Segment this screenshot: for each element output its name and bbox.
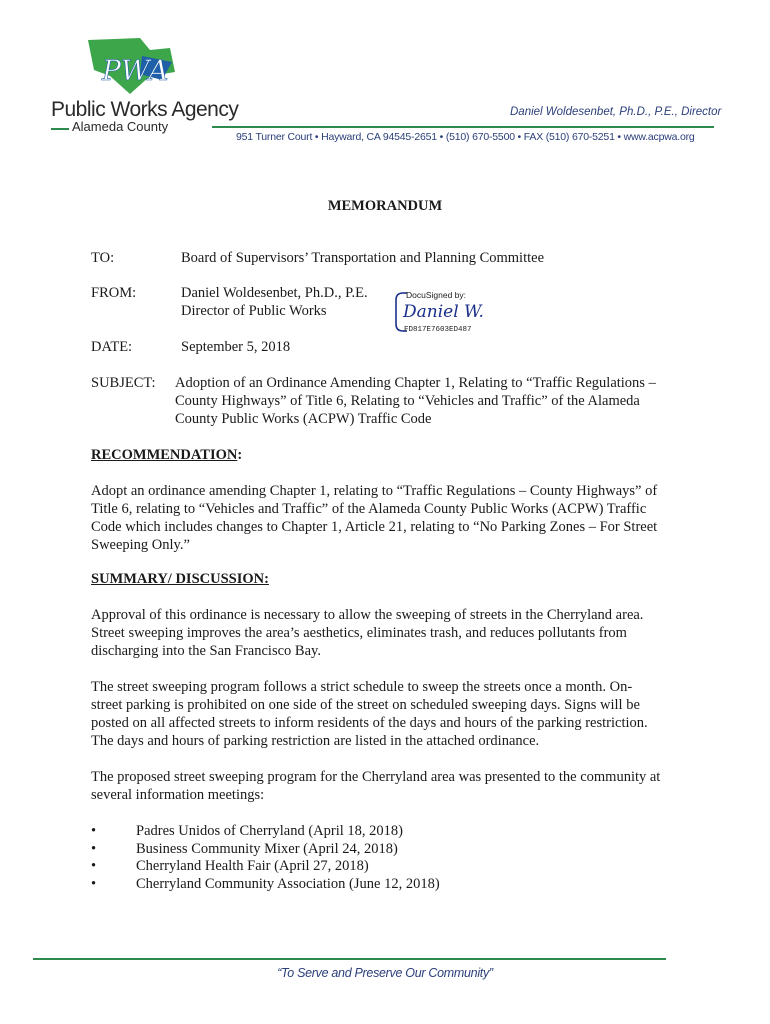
signature-script: Daniel W.: [403, 302, 484, 322]
paragraph-line: posted on all affected streets to inform residents of the days and hours of the parking restriction.: [91, 715, 648, 731]
to-label: TO:: [91, 250, 115, 266]
footer-motto: “To Serve and Preserve Our Community”: [277, 966, 493, 980]
recommendation-line: Title 6, relating to “Vehicles and Traffic” of the Alameda County Public Works (ACPW) Traffic: [91, 501, 647, 517]
paragraph-line: Approval of this ordinance is necessary to allow the sweeping of streets in the Cherryland area.: [91, 607, 644, 623]
svg-text:PWA: PWA: [102, 54, 169, 87]
list-item: Padres Unidos of Cherryland (April 18, 2018): [136, 823, 403, 839]
paragraph-line: street parking is prohibited on one side of the street on scheduled sweeping days. Signs will be: [91, 697, 640, 713]
bullet: •: [91, 841, 97, 857]
recommendation-line: Sweeping Only.”: [91, 537, 190, 553]
address-line: 951 Turner Court • Hayward, CA 94545-2651 • (510) 670-5500 • FAX (510) 670-5251 • www.acpwa.org: [236, 131, 695, 143]
paragraph-line: The proposed street sweeping program for the Cherryland area was presented to the community at: [91, 769, 661, 785]
paragraph-line: The days and hours of parking restriction are listed in the attached ordinance.: [91, 733, 540, 749]
bullet: •: [91, 876, 97, 892]
recommendation-heading-colon: :: [237, 447, 243, 463]
to-value: Board of Supervisors’ Transportation and Planning Committee: [181, 250, 545, 266]
subject-line-2: County Highways” of Title 6, Relating to “Vehicles and Traffic” of the Alameda: [175, 393, 640, 409]
summary-paragraph-2: [91, 678, 681, 750]
header-rule: [212, 126, 714, 128]
signature-envelope-id: FD817E7603ED487: [404, 326, 472, 334]
footer-rule: [33, 958, 666, 960]
date-value: September 5, 2018: [181, 339, 291, 355]
director-header: Daniel Woldesenbet, Ph.D., P.E., Director: [510, 106, 722, 118]
date-label: DATE:: [91, 339, 133, 355]
county-rule: [51, 128, 69, 130]
recommendation-paragraph: [91, 482, 681, 554]
bullet: •: [91, 823, 97, 839]
agency-name: Public Works Agency: [51, 98, 239, 121]
subject-line-3: County Public Works (ACPW) Traffic Code: [175, 411, 432, 427]
recommendation-heading: [91, 447, 242, 464]
list-item: Cherryland Community Association (June 12, 2018): [136, 876, 440, 892]
subject-line-1: Adoption of an Ordinance Amending Chapter 1, Relating to “Traffic Regulations –: [175, 375, 656, 391]
pwa-logo: [80, 36, 180, 96]
county-name: Alameda County: [72, 119, 169, 134]
paragraph-line: Street sweeping improves the area’s aesthetics, eliminates trash, and reduces pollutants from: [91, 625, 627, 641]
paragraph-line: discharging into the San Francisco Bay.: [91, 643, 321, 659]
docusign-label: DocuSigned by:: [406, 290, 467, 300]
recommendation-line: Adopt an ordinance amending Chapter 1, relating to “Traffic Regulations – County Highways” of: [91, 483, 658, 499]
recommendation-line: Code which includes changes to Chapter 1, Article 21, relating to “No Parking Zones – For Street: [91, 519, 658, 535]
paragraph-line: several information meetings:: [91, 787, 265, 803]
paragraph-line: The street sweeping program follows a strict schedule to sweep the streets once a month. On-: [91, 679, 633, 695]
summary-paragraph-3: [91, 768, 681, 804]
list-item: Business Community Mixer (April 24, 2018): [136, 841, 398, 857]
memo-title: MEMORANDUM: [327, 198, 443, 214]
from-label: FROM:: [91, 285, 137, 301]
from-name: Daniel Woldesenbet, Ph.D., P.E.: [181, 285, 368, 301]
summary-paragraph-1: [91, 606, 681, 660]
from-title: Director of Public Works: [181, 303, 327, 319]
summary-heading: SUMMARY/ DISCUSSION:: [91, 571, 269, 587]
recommendation-heading-text: RECOMMENDATION: [91, 447, 238, 463]
list-item: Cherryland Health Fair (April 27, 2018): [136, 858, 369, 874]
bullet: •: [91, 858, 97, 874]
subject-label: SUBJECT:: [91, 375, 156, 391]
